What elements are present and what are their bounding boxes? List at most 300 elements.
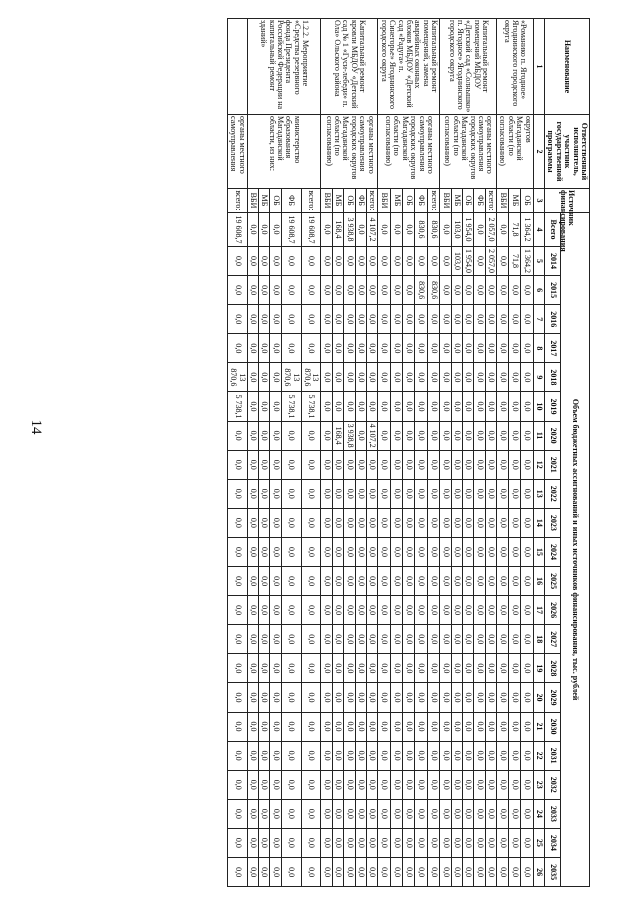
row-name: Капитальный ремонт помещений МБДОУ «Детский сад «Солнышко» п. Ягодное» Ягоднинского городского округа	[440, 19, 497, 115]
row-value: 0,0	[270, 712, 281, 741]
row-value: 0,0	[344, 828, 355, 857]
row-value: 0,0	[247, 247, 258, 276]
row-value: 0,0	[485, 479, 496, 508]
row-value: 0,0	[403, 363, 415, 392]
row-value: 0,0	[462, 305, 473, 334]
row-value: 830,6	[427, 276, 439, 305]
row-value: 0,0	[403, 828, 415, 857]
row-value: 0,0	[247, 213, 258, 247]
row-value: 0,0	[474, 305, 485, 334]
row-value: 0,0	[367, 770, 378, 799]
row-value: 0,0	[259, 683, 270, 712]
row-value: 0,0	[247, 654, 258, 683]
row-value: 0,0	[259, 421, 270, 450]
header-col-number: 10	[533, 392, 544, 421]
row-value: 0,0	[332, 683, 343, 712]
row-value: 0,0	[367, 596, 378, 625]
row-value: 0,0	[301, 770, 321, 799]
row-value: 0,0	[427, 508, 439, 537]
row-value: 0,0	[367, 508, 378, 537]
row-value: 0,0	[332, 247, 343, 276]
row-value: 0,0	[521, 334, 533, 363]
row-value: 0,0	[485, 683, 496, 712]
row-value: 0,0	[462, 334, 473, 363]
row-value: 0,0	[247, 537, 258, 566]
row-value: 0,0	[227, 799, 247, 828]
row-value: 0,0	[378, 421, 390, 450]
header-year: 2027	[545, 625, 561, 654]
row-value: 0,0	[390, 625, 402, 654]
row-value: 0,0	[247, 857, 258, 886]
row-value: 0,0	[367, 537, 378, 566]
row-value: 0,0	[462, 683, 473, 712]
row-value: 0,0	[403, 770, 415, 799]
row-value: 103,0	[451, 213, 462, 247]
row-value: 0,0	[355, 799, 366, 828]
row-value: 0,0	[367, 247, 378, 276]
row-value: 0,0	[415, 392, 427, 421]
row-value: 0,0	[485, 596, 496, 625]
row-value: 0,0	[378, 334, 390, 363]
row-value: 0,0	[227, 508, 247, 537]
row-value: 0,0	[247, 596, 258, 625]
row-value: 0,0	[301, 567, 321, 596]
row-value: 0,0	[247, 305, 258, 334]
row-value: 0,0	[332, 596, 343, 625]
row-value: 0,0	[281, 770, 301, 799]
row-value: 0,0	[270, 799, 281, 828]
row-value: 0,0	[497, 421, 509, 450]
header-year: 2016	[545, 305, 561, 334]
row-value: 19 608,7	[301, 213, 321, 247]
row-value: 0,0	[367, 857, 378, 886]
header-col-number: 2	[533, 115, 544, 189]
row-value: 0,0	[427, 770, 439, 799]
row-value: 0,0	[227, 828, 247, 857]
row-value: 0,0	[390, 213, 402, 247]
row-value: 0,0	[247, 741, 258, 770]
row-value: 0,0	[332, 537, 343, 566]
row-value: 0,0	[344, 537, 355, 566]
row-value: 0,0	[485, 567, 496, 596]
row-source: ВБИ	[378, 189, 390, 213]
row-value: 71,8	[509, 213, 521, 247]
row-value: 0,0	[521, 567, 533, 596]
row-value: 0,0	[378, 770, 390, 799]
row-value: 0,0	[390, 596, 402, 625]
row-value: 0,0	[403, 247, 415, 276]
row-value: 0,0	[497, 247, 509, 276]
row-value: 0,0	[521, 712, 533, 741]
row-value: 0,0	[440, 537, 451, 566]
row-value: 0,0	[247, 828, 258, 857]
row-value: 0,0	[281, 334, 301, 363]
row-value: 0,0	[415, 596, 427, 625]
row-value: 0,0	[440, 741, 451, 770]
row-value: 0,0	[270, 334, 281, 363]
row-value: 0,0	[270, 596, 281, 625]
row-value: 0,0	[270, 508, 281, 537]
row-value: 0,0	[259, 625, 270, 654]
row-value: 0,0	[427, 392, 439, 421]
row-value: 0,0	[509, 363, 521, 392]
header-col-number: 4	[533, 213, 544, 247]
header-col-number: 5	[533, 247, 544, 276]
row-value: 0,0	[281, 479, 301, 508]
header-year: 2026	[545, 596, 561, 625]
row-value: 0,0	[462, 363, 473, 392]
header-year: 2032	[545, 770, 561, 799]
header-year: 2022	[545, 479, 561, 508]
row-value: 0,0	[270, 450, 281, 479]
row-value: 0,0	[321, 392, 332, 421]
row-value: 0,0	[415, 421, 427, 450]
row-source: МБ	[390, 189, 402, 213]
row-value: 0,0	[451, 421, 462, 450]
row-value: 0,0	[509, 828, 521, 857]
row-value: 0,0	[403, 857, 415, 886]
row-value: 0,0	[259, 392, 270, 421]
row-value: 0,0	[451, 567, 462, 596]
row-value: 2 057,0	[485, 247, 496, 276]
row-value: 0,0	[390, 654, 402, 683]
header-year: 2014	[545, 247, 561, 276]
row-source: МБ	[509, 189, 521, 213]
row-value: 0,0	[227, 683, 247, 712]
row-value: 0,0	[259, 305, 270, 334]
row-value: 0,0	[427, 247, 439, 276]
row-source: всего:	[487, 190, 497, 211]
row-value: 0,0	[427, 305, 439, 334]
row-value: 0,0	[378, 799, 390, 828]
row-value: 0,0	[521, 625, 533, 654]
row-value: 0,0	[415, 712, 427, 741]
row-value: 0,0	[378, 828, 390, 857]
row-value: 0,0	[390, 334, 402, 363]
row-value: 0,0	[344, 567, 355, 596]
row-value: 0,0	[390, 305, 402, 334]
row-value: 0,0	[440, 596, 451, 625]
row-value: 0,0	[451, 537, 462, 566]
row-value: 0,0	[440, 654, 451, 683]
row-value: 0,0	[247, 363, 258, 392]
row-value: 0,0	[227, 596, 247, 625]
row-value: 0,0	[403, 421, 415, 450]
row-value: 0,0	[281, 625, 301, 654]
row-value: 0,0	[321, 683, 332, 712]
row-value: 0,0	[462, 421, 473, 450]
row-value: 0,0	[355, 450, 366, 479]
row-source: ФБ	[474, 189, 485, 213]
row-value: 0,0	[344, 857, 355, 886]
row-value: 0,0	[227, 479, 247, 508]
row-value: 0,0	[485, 334, 496, 363]
row-source: ОБ	[521, 189, 533, 213]
row-value: 0,0	[451, 828, 462, 857]
row-value: 0,0	[227, 421, 247, 450]
header-col-number: 23	[533, 770, 544, 799]
row-value: 0,0	[497, 625, 509, 654]
row-value: 0,0	[440, 305, 451, 334]
row-value: 0,0	[462, 508, 473, 537]
header-year: 2033	[545, 799, 561, 828]
row-value: 0,0	[485, 276, 496, 305]
row-value: 0,0	[474, 712, 485, 741]
row-value: 0,0	[521, 537, 533, 566]
header-year: 2023	[545, 508, 561, 537]
table-row	[485, 19, 496, 887]
row-value: 0,0	[247, 625, 258, 654]
row-value: 0,0	[281, 712, 301, 741]
row-value: 0,0	[509, 799, 521, 828]
row-value: 0,0	[521, 305, 533, 334]
row-value: 0,0	[440, 334, 451, 363]
row-value: 0,0	[415, 363, 427, 392]
row-value: 0,0	[415, 450, 427, 479]
row-value: 0,0	[301, 334, 321, 363]
row-value: 0,0	[378, 654, 390, 683]
row-value: 0,0	[390, 421, 402, 450]
row-value: 0,0	[474, 567, 485, 596]
row-value: 0,0	[485, 828, 496, 857]
row-value: 0,0	[390, 363, 402, 392]
row-value: 0,0	[403, 213, 415, 247]
row-value: 0,0	[474, 276, 485, 305]
row-value: 0,0	[474, 479, 485, 508]
row-value: 0,0	[451, 363, 462, 392]
row-value: 0,0	[259, 450, 270, 479]
row-value: 0,0	[270, 247, 281, 276]
row-value: 168,4	[332, 421, 343, 450]
row-value: 0,0	[440, 567, 451, 596]
row-value: 0,0	[451, 857, 462, 886]
row-value: 0,0	[332, 508, 343, 537]
row-value: 0,0	[415, 508, 427, 537]
row-value: 0,0	[367, 654, 378, 683]
row-value: 0,0	[497, 683, 509, 712]
row-value: 0,0	[485, 392, 496, 421]
row-source: МБ	[451, 189, 462, 213]
row-value: 0,0	[355, 596, 366, 625]
row-value: 0,0	[509, 654, 521, 683]
row-value: 0,0	[474, 334, 485, 363]
row-value: 0,0	[497, 770, 509, 799]
row-value: 0,0	[497, 305, 509, 334]
row-value: 0,0	[509, 770, 521, 799]
row-value: 0,0	[281, 596, 301, 625]
row-executor: органы местного самоуправления городских округов Магаданской области (по согласованию)	[440, 115, 497, 189]
row-value: 4 107,2	[367, 421, 378, 450]
funding-table	[227, 18, 590, 887]
row-value: 0,0	[451, 712, 462, 741]
row-value: 0,0	[355, 625, 366, 654]
row-value: 0,0	[227, 567, 247, 596]
row-value: 0,0	[462, 392, 473, 421]
row-value: 0,0	[301, 741, 321, 770]
row-value: 0,0	[440, 363, 451, 392]
row-value: 0,0	[301, 479, 321, 508]
row-value: 0,0	[259, 479, 270, 508]
header-year: 2021	[545, 450, 561, 479]
row-value: 0,0	[451, 305, 462, 334]
row-value: 5 738,1	[301, 392, 321, 421]
row-value: 0,0	[440, 247, 451, 276]
row-value: 0,0	[497, 450, 509, 479]
row-value: 13 870,6	[301, 363, 321, 392]
header-year: 2024	[545, 537, 561, 566]
row-value: 0,0	[403, 450, 415, 479]
row-value: 0,0	[451, 392, 462, 421]
row-value: 0,0	[332, 276, 343, 305]
row-value: 0,0	[367, 799, 378, 828]
row-value: 0,0	[270, 213, 281, 247]
row-value: 0,0	[367, 276, 378, 305]
row-value: 0,0	[415, 828, 427, 857]
row-value: 0,0	[270, 276, 281, 305]
row-value: 0,0	[259, 247, 270, 276]
row-value: 0,0	[332, 334, 343, 363]
row-value: 0,0	[281, 276, 301, 305]
row-value: 19 608,7	[227, 213, 247, 247]
row-value: 0,0	[521, 683, 533, 712]
row-value: 0,0	[440, 479, 451, 508]
row-value: 0,0	[462, 625, 473, 654]
header-year: 2029	[545, 683, 561, 712]
row-value: 0,0	[378, 392, 390, 421]
row-value: 0,0	[440, 625, 451, 654]
row-value: 0,0	[521, 654, 533, 683]
table-row	[521, 19, 533, 887]
row-source: ВБИ	[497, 189, 509, 213]
row-value: 0,0	[451, 450, 462, 479]
header-year: 2025	[545, 567, 561, 596]
header-col-number: 20	[533, 683, 544, 712]
row-value: 0,0	[344, 741, 355, 770]
row-value: 0,0	[301, 683, 321, 712]
header-executor: Ответственный исполнитель, участник государственной программы	[545, 115, 590, 189]
row-value: 0,0	[509, 421, 521, 450]
row-value: 0,0	[355, 247, 366, 276]
row-value: 0,0	[462, 857, 473, 886]
row-value: 0,0	[390, 741, 402, 770]
row-value: 0,0	[451, 741, 462, 770]
row-name: 1.2.2. Мероприятие «Средства резервного фонда Президента Российской Федерации на капитальный ремонт зданий»	[247, 19, 321, 115]
row-value: 0,0	[378, 741, 390, 770]
row-value: 0,0	[344, 625, 355, 654]
row-value: 0,0	[415, 625, 427, 654]
rotated-table-container	[20, 18, 590, 886]
row-value: 0,0	[451, 276, 462, 305]
row-value: 0,0	[521, 508, 533, 537]
row-name	[227, 19, 247, 115]
row-value: 0,0	[440, 421, 451, 450]
row-value: 3 938,8	[344, 213, 355, 247]
row-value: 0,0	[367, 334, 378, 363]
row-value: 0,0	[227, 741, 247, 770]
row-value: 0,0	[355, 479, 366, 508]
row-value: 0,0	[301, 857, 321, 886]
row-value: 0,0	[378, 683, 390, 712]
row-value: 5 738,1	[281, 392, 301, 421]
header-col-number: 7	[533, 305, 544, 334]
row-value: 0,0	[259, 799, 270, 828]
row-value: 0,0	[247, 770, 258, 799]
row-value: 0,0	[321, 567, 332, 596]
row-value: 0,0	[415, 334, 427, 363]
row-source: МБ	[259, 189, 270, 213]
row-value: 0,0	[332, 828, 343, 857]
row-value: 0,0	[403, 537, 415, 566]
row-value: 0,0	[415, 567, 427, 596]
row-value: 1 954,0	[462, 247, 473, 276]
row-value: 0,0	[227, 712, 247, 741]
row-value: 0,0	[281, 247, 301, 276]
row-value: 0,0	[247, 421, 258, 450]
row-value: 0,0	[390, 479, 402, 508]
header-col-number: 14	[533, 508, 544, 537]
row-value: 0,0	[367, 305, 378, 334]
row-value: 830,6	[427, 213, 439, 247]
row-value: 0,0	[403, 625, 415, 654]
table-row	[427, 19, 439, 887]
row-value: 0,0	[344, 305, 355, 334]
row-value: 0,0	[440, 770, 451, 799]
row-value: 0,0	[497, 479, 509, 508]
row-value: 0,0	[321, 537, 332, 566]
header-year: 2019	[545, 392, 561, 421]
row-value: 0,0	[427, 421, 439, 450]
row-value: 0,0	[259, 741, 270, 770]
row-value: 0,0	[427, 334, 439, 363]
row-value: 0,0	[344, 770, 355, 799]
row-value: 0,0	[301, 654, 321, 683]
row-value: 0,0	[355, 305, 366, 334]
row-value: 0,0	[270, 479, 281, 508]
row-value: 0,0	[259, 537, 270, 566]
row-value: 0,0	[247, 392, 258, 421]
row-value: 0,0	[355, 567, 366, 596]
row-value: 0,0	[474, 392, 485, 421]
row-value: 0,0	[474, 799, 485, 828]
row-value: 0,0	[497, 363, 509, 392]
row-value: 0,0	[247, 276, 258, 305]
row-value: 0,0	[259, 508, 270, 537]
row-value: 0,0	[259, 770, 270, 799]
row-value: 0,0	[427, 450, 439, 479]
row-value: 0,0	[355, 334, 366, 363]
row-value: 0,0	[344, 654, 355, 683]
header-col-number: 9	[533, 363, 544, 392]
row-value: 0,0	[415, 479, 427, 508]
row-value: 0,0	[321, 799, 332, 828]
row-value: 0,0	[281, 421, 301, 450]
row-value: 0,0	[344, 276, 355, 305]
header-col-number: 18	[533, 625, 544, 654]
row-value: 0,0	[521, 799, 533, 828]
row-source: ВБИ	[440, 189, 451, 213]
row-value: 0,0	[415, 770, 427, 799]
row-value: 0,0	[259, 654, 270, 683]
row-value: 0,0	[270, 305, 281, 334]
row-value: 0,0	[403, 799, 415, 828]
row-value: 0,0	[355, 537, 366, 566]
row-executor: органы местного самоуправления городских округов Магаданской области (по согласованию)	[321, 115, 378, 189]
row-value: 0,0	[270, 421, 281, 450]
row-value: 0,0	[440, 683, 451, 712]
row-value: 0,0	[344, 334, 355, 363]
row-value: 0,0	[227, 654, 247, 683]
row-value: 0,0	[427, 363, 439, 392]
